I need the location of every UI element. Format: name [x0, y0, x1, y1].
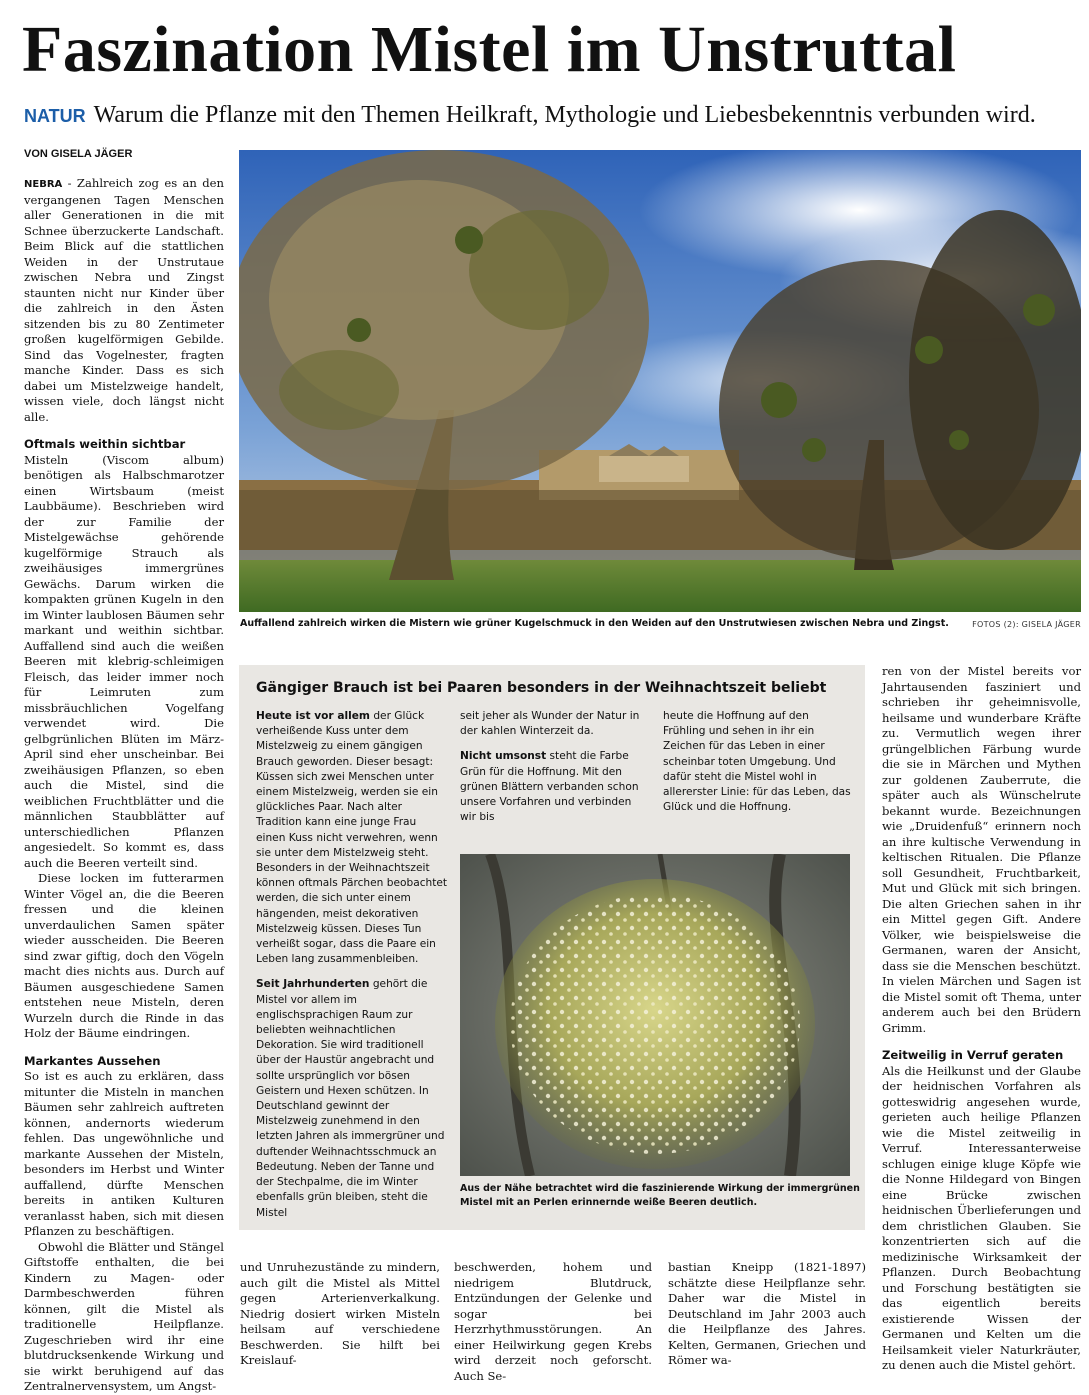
kicker: NATUR [24, 106, 86, 126]
dateline: NEBRA [24, 179, 63, 190]
paragraph: und Unruhezustände zu mindern, auch gilt die Mistel als Mittel gegen Arterienverkalkung. Niedrig dosiert wirken Misteln heilsam auf verschiedene Beschwerden. Sie hilft bei Kreislauf- [240, 1260, 440, 1367]
infobox-column-1 [256, 709, 448, 1231]
infobox-text: gehört die Mistel vor allem im englischsprachigen Raum zur beliebten weihnachtlichen Dekoration. Sie wird traditionell über der Haustür angebracht und sollte ursprünglich vor bösen Geistern und Hexen schützen. In Deutschland gewinnt der Mistelzweig zunehmend in den letzten Jahren als immergrüner und duftender Weihnachtsschmuck an Bedeutung. Neben der Tanne und der Stechpalme, die im Winter ebenfalls grün bleiben, steht die Mistel [256, 978, 445, 1219]
lead-in: Seit Jahrhunderten [256, 978, 370, 991]
article-column-4 [882, 664, 1081, 1374]
lead-paragraph [24, 176, 224, 425]
photo-caption: Aus der Nähe betrachtet wird die faszinierende Wirkung der immergrünen Mistel mit an Perlen erinnernde weiße Beeren deutlich. [460, 1183, 860, 1208]
paragraph: So ist es auch zu erklären, dass mitunter die Misteln in manchen Bäumen sehr zahlreich auftreten können, andernorts wiederum fehlen. Das ungewöhnliche und markante Aussehen der Misteln, besonders im Herbst und Winter auffallend, dürfte Menschen bereits in antiken Kulturen veranlasst haben, sich mit diesen Pflanzen zu beschäftigen. [24, 1069, 224, 1238]
paragraph: Misteln (Viscom album) benötigen als Halbschmarotzer einen Wirtsbaum (meist Laubbäume). Beschrieben wird der zur Familie der Mistelgewächse gehörende kugelförmige Strauch als zweihäusiges immergrünes Gewächs. Darum wirken die kompakten grünen Kugeln in den im Winter laublosen Bäumen sehr markant und weithin sichtbar. Auffallend sind auch die weißen Beeren mit klebrig-schleimigen Fleisch, das leider immer noch für Leimruten zum missbräuchlichen Vogelfang verwendet wird. Die gelbgrünlichen Blüten im März-April sind eher unscheinbar. Bei zweihäusigen Pflanzen, so eben auch die Mistel, sind die weiblichen Fruchtblätter und die männlichen Staubblätter auf unterschiedlichen Pflanzen angesiedelt. So kommt es, dass auch die Beeren verteilt sind. [24, 452, 224, 870]
paragraph: ren von der Mistel bereits vor Jahrtausenden fasziniert und schrieben ihr geheimnisvolle, heilsame und wunderbare Kräfte zu. Vermutlich wegen ihrer grüngelblichen Färbung wurde die sie in Märchen und Mythen zur goldenen Zauberrute, die später auch als Wünschelrute bekannt wurde. Bezeichnungen wie „Druidenfuß“ erinnern noch an ihre kultische Verwendung in keltischen Ritualen. Die Pflanze soll Gesundheit, Fruchtbarkeit, Mut und Glück mit sich bringen. Die alten Griechen sahen in ihr ein Mittel gegen Gift. Andere Völker, wie beispielsweise die Germanen, waren der Ansicht, dass sie die Menschen beschützt. In vielen Märchen und Sagen ist die Mistel somit oft Thema, unter anderem auch bei den Brüdern Grimm. [882, 664, 1081, 1035]
photo-credit: FOTOS (2): GISELA JÄGER [972, 620, 1081, 629]
infobox-text: seit jeher als Wunder der Natur in der kahlen Winterzeit da. [460, 710, 640, 738]
infobox-text: der Glück verheißende Kuss unter dem Mistelzweig zu einem gängigen Brauch geworden. Dieser besagt: Küssen sich zwei Menschen unter einem Mistelzweig, werden sie ein glückliches Paar. Nach alter Tradition kann eine junge Frau einen Kuss nicht verwehren, wenn sie unter dem Mistelzweig steht. Besonders in der Weihnachtszeit können oftmals Pärchen beobachtet werden, die sich unter einem hängenden, meist dekorativen Mistelzweig küssen. Dieses Tun verheißt sogar, dass die Paare ein Leben lang zusammenbleiben. [256, 710, 448, 966]
article-column-1 [24, 176, 224, 1395]
photo-caption: Auffallend zahlreich wirken die Mistern wie grüner Kugelschmuck in den Weiden auf den Unstrutwiesen zwischen Nebra und Zingst. [240, 618, 949, 629]
infobox-text: heute die Hoffnung auf den Frühling und sehen in ihr ein Zeichen für das Leben in einer scheinbar toten Umgebung. Und dafür steht die Mistel wohl in allererster Linie: für das Leben, das Glück und die Hoffnung. [663, 710, 851, 814]
infobox-title: Gängiger Brauch ist bei Paaren besonders in der Weihnachtszeit beliebt [256, 680, 827, 696]
infobox-text: steht die Farbe Grün für die Hoffnung. Mit den grünen Blättern verbanden schon unsere Vorfahren und verbinden wir bis [460, 750, 639, 824]
paragraph: Obwohl die Blätter und Stängel Giftstoffe enthalten, die bei Kindern zu Magen- oder Darmbeschwerden führen können, gilt die Mistel als traditionelle Heilpflanze. Zugeschrieben wird ihr eine blutdrucksenkende Wirkung und sie wirkt beruhigend auf das Zentralnervensystem, um Angst- [24, 1239, 224, 1393]
headline: Faszination Mistel im Unstruttal [22, 13, 957, 86]
article-column-3b-bottom [668, 1260, 866, 1369]
subline-text: Warum die Pflanze mit den Themen Heilkraft, Mythologie und Liebesbekenntnis verbunden wird. [93, 102, 1036, 128]
paragraph: bastian Kneipp (1821-1897) schätzte diese Heilpflanze sehr. Daher war die Mistel in Deutschland im Jahr 2003 auch die Heilpflanze des Jahres. Kelten, Germanen, Griechen und Römer wa- [668, 1260, 866, 1367]
infobox-column-2 [460, 709, 650, 835]
article-column-3-bottom [454, 1260, 652, 1384]
paragraph: Als die Heilkunst und der Glaube der heidnischen Vorfahren als gotteswidrig angesehen wurde, gerieten auch heilige Pflanzen wie die Mistel zeitweilig in Verruf. Interessanterweise schlugen einige kluge Köpfe wie die Nonne Hildegard von Bingen eine Brücke zwischen heidnischen Überlieferungen und dem christlichen Glauben. Sie konzentrierten sich auf die medizinische Wirksamkeit der Pflanzen. Durch Beobachtung und Forschung bestätigten sie das eigentlich bereits existierende Wissen der Germanen und Kelten um die Heilsamkeit vieler Naturkräuter, zu denen auch die Mistel gehört. [882, 1063, 1081, 1372]
mistletoe-closeup-photo [460, 854, 850, 1176]
landscape-photo [239, 150, 1081, 612]
article-column-2-bottom [240, 1260, 440, 1369]
subhead-aussehen: Markantes Aussehen [24, 1053, 161, 1068]
infobox-column-3 [663, 709, 853, 825]
lead-text: - Zahlreich zog es an den vergangenen Tagen Menschen aller Generationen in die mit Schnee überzuckerte Landschaft. Beim Blick auf die stattlichen Weiden in der Unstrutaue zwischen Nebra und Zingst staunten nicht nur Kinder über die zahlreich in den Ästen sitzenden bis zu 80 Zentimeter großen kugelförmigen Gebilde. Sind das Vogelnester, fragten manche Kinder. Dass es sich dabei um Mistelzweige handelt, wissen viele, doch längst nicht alle. [24, 176, 224, 424]
paragraph: Diese locken im futterarmen Winter Vögel an, die die Beeren fressen und die kleinen unverdaulichen Samen später wieder ausscheiden. Die Beeren sind zwar giftig, doch den Vögeln macht dies nichts aus. Durch auf Bäumen ausgeschiedene Samen entstehen neue Misteln, deren Wurzeln durch die Rinde in das Holz der Bäume eindringen. [24, 871, 224, 1040]
subline [24, 100, 1036, 131]
lead-in: Nicht umsonst [460, 750, 547, 763]
subhead-verruf: Zeitweilig in Verruf geraten [882, 1048, 1064, 1062]
byline: VON GISELA JÄGER [24, 148, 133, 160]
paragraph: beschwerden, hohem und niedrigem Blutdruck, Entzündungen der Gelenke und sogar bei Herzrhythmusstörungen. An einer Heilwirkung gegen Krebs wird derzeit noch geforscht. Auch Se- [454, 1260, 652, 1383]
subhead-sichtbar: Oftmals weithin sichtbar [24, 437, 186, 451]
lead-in: Heute ist vor allem [256, 710, 370, 722]
